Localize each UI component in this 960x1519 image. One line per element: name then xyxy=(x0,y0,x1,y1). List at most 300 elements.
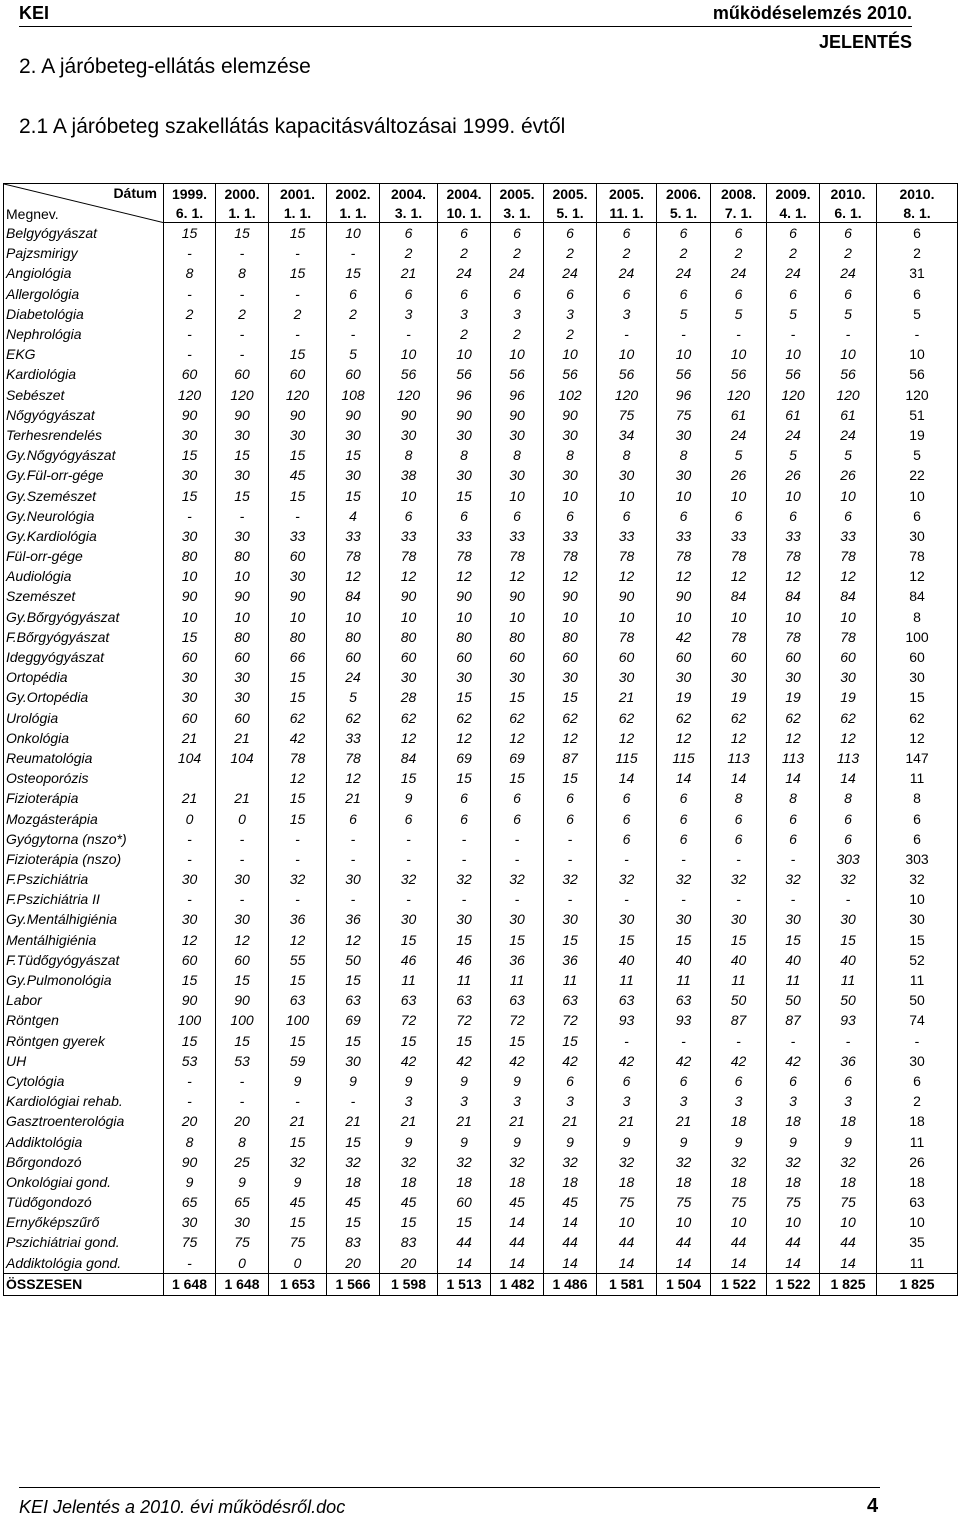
capacity-value: 32 xyxy=(491,1152,544,1172)
capacity-value: 9 xyxy=(269,1172,327,1192)
capacity-value: 36 xyxy=(269,909,327,929)
capacity-value: 12 xyxy=(711,728,767,748)
capacity-value: 30 xyxy=(544,425,597,445)
capacity-value: 12 xyxy=(820,566,877,586)
capacity-value: 3 xyxy=(380,1091,438,1111)
capacity-value: 32 xyxy=(544,869,597,889)
table-header xyxy=(4,184,958,223)
date-month-day-header: 10. 1. xyxy=(438,203,491,223)
capacity-value: 20 xyxy=(380,1253,438,1274)
capacity-value: - xyxy=(164,324,216,344)
capacity-value: 96 xyxy=(657,385,711,405)
capacity-value: 75 xyxy=(657,405,711,425)
capacity-value: 11 xyxy=(491,970,544,990)
capacity-value: 2 xyxy=(327,304,380,324)
capacity-value: 10 xyxy=(711,344,767,364)
capacity-value: 12 xyxy=(767,728,820,748)
capacity-value: 108 xyxy=(327,385,380,405)
capacity-value: 36 xyxy=(327,909,380,929)
capacity-value: 62 xyxy=(327,708,380,728)
capacity-value: 8 xyxy=(657,445,711,465)
capacity-value: 15 xyxy=(269,970,327,990)
capacity-value: 72 xyxy=(544,1010,597,1030)
capacity-value: 6 xyxy=(657,284,711,304)
capacity-value: 15 xyxy=(269,344,327,364)
capacity-value: 50 xyxy=(820,990,877,1010)
capacity-value: 32 xyxy=(269,869,327,889)
capacity-value: 6 xyxy=(657,808,711,828)
capacity-value: 52 xyxy=(877,950,958,970)
capacity-value: 2 xyxy=(216,304,269,324)
capacity-value: 12 xyxy=(597,728,657,748)
capacity-value: 10 xyxy=(597,485,657,505)
capacity-value: - xyxy=(767,1031,820,1051)
capacity-value: 90 xyxy=(164,990,216,1010)
capacity-value: - xyxy=(164,1071,216,1091)
capacity-value: 18 xyxy=(767,1172,820,1192)
capacity-value: 6 xyxy=(877,808,958,828)
capacity-value: 10 xyxy=(597,344,657,364)
capacity-value: 6 xyxy=(327,284,380,304)
capacity-value: 45 xyxy=(327,1192,380,1212)
date-year-header: 1999. xyxy=(164,184,216,204)
capacity-value: 87 xyxy=(767,1010,820,1030)
capacity-value: 15 xyxy=(711,930,767,950)
capacity-value: 0 xyxy=(269,1253,327,1274)
capacity-value: 24 xyxy=(767,263,820,283)
capacity-value: 11 xyxy=(380,970,438,990)
capacity-value: 3 xyxy=(491,304,544,324)
capacity-value: 78 xyxy=(820,546,877,566)
capacity-value: 3 xyxy=(820,1091,877,1111)
capacity-value: 30 xyxy=(657,909,711,929)
capacity-value: 32 xyxy=(597,869,657,889)
header-report-title: működéselemzés 2010. xyxy=(712,3,912,23)
specialty-name: Kardiológia xyxy=(4,364,164,384)
capacity-value: 10 xyxy=(216,607,269,627)
capacity-value: 11 xyxy=(877,1253,958,1274)
capacity-value: 10 xyxy=(491,607,544,627)
capacity-value: 90 xyxy=(164,1152,216,1172)
capacity-value: 10 xyxy=(820,607,877,627)
table-row xyxy=(4,748,958,768)
capacity-value: 12 xyxy=(327,930,380,950)
capacity-value: 40 xyxy=(820,950,877,970)
capacity-value: 10 xyxy=(491,344,544,364)
capacity-value: 75 xyxy=(820,1192,877,1212)
capacity-value: 10 xyxy=(877,485,958,505)
capacity-value: 30 xyxy=(491,909,544,929)
capacity-value: 72 xyxy=(380,1010,438,1030)
capacity-value: 10 xyxy=(820,485,877,505)
date-month-day-header: 6. 1. xyxy=(820,203,877,223)
specialty-name: Röntgen gyerek xyxy=(4,1031,164,1051)
capacity-value: 6 xyxy=(491,284,544,304)
capacity-value: 63 xyxy=(877,1192,958,1212)
capacity-value: 21 xyxy=(380,1111,438,1131)
capacity-value: 6 xyxy=(820,829,877,849)
capacity-value: 11 xyxy=(438,970,491,990)
date-year-header: 2004. xyxy=(438,184,491,204)
capacity-value: 21 xyxy=(491,1111,544,1131)
capacity-value: - xyxy=(767,889,820,909)
capacity-value: - xyxy=(269,243,327,263)
capacity-value: 10 xyxy=(544,485,597,505)
capacity-value: 6 xyxy=(657,829,711,849)
capacity-value: 42 xyxy=(544,1051,597,1071)
table-row xyxy=(4,566,958,586)
capacity-value: 14 xyxy=(438,1253,491,1274)
capacity-value: 32 xyxy=(269,1152,327,1172)
capacity-value: 78 xyxy=(327,748,380,768)
capacity-value: 20 xyxy=(327,1253,380,1274)
date-month-day-header: 3. 1. xyxy=(491,203,544,223)
capacity-value: 12 xyxy=(711,566,767,586)
capacity-value: 30 xyxy=(657,465,711,485)
table-row xyxy=(4,1253,958,1274)
header-org: KEI xyxy=(19,3,50,23)
capacity-value: 63 xyxy=(380,990,438,1010)
capacity-value: - xyxy=(438,849,491,869)
capacity-value: 100 xyxy=(269,1010,327,1030)
capacity-value: 72 xyxy=(438,1010,491,1030)
capacity-value: 10 xyxy=(216,566,269,586)
capacity-value: 15 xyxy=(438,768,491,788)
capacity-value: 30 xyxy=(491,667,544,687)
capacity-value: 6 xyxy=(711,1071,767,1091)
table-row xyxy=(4,546,958,566)
capacity-value: 11 xyxy=(820,970,877,990)
capacity-value: 6 xyxy=(767,223,820,244)
capacity-value: - xyxy=(164,344,216,364)
total-value: 1 482 xyxy=(491,1273,544,1295)
capacity-value: 15 xyxy=(438,1212,491,1232)
capacity-value: 10 xyxy=(657,485,711,505)
capacity-value: 30 xyxy=(216,526,269,546)
capacity-value: 120 xyxy=(380,385,438,405)
capacity-value: 30 xyxy=(380,909,438,929)
capacity-value: - xyxy=(164,829,216,849)
specialty-name: Nephrológia xyxy=(4,324,164,344)
specialty-name: Gy.Kardiológia xyxy=(4,526,164,546)
total-value: 1 522 xyxy=(767,1273,820,1295)
capacity-value: 90 xyxy=(269,405,327,425)
capacity-value: 30 xyxy=(164,667,216,687)
capacity-value: 21 xyxy=(597,1111,657,1131)
date-month-day-header: 1. 1. xyxy=(216,203,269,223)
date-year-header: 2005. xyxy=(597,184,657,204)
date-year-header: 2006. xyxy=(657,184,711,204)
specialty-name: Gy.Mentálhigiénia xyxy=(4,909,164,929)
capacity-value: 15 xyxy=(491,930,544,950)
capacity-value: 45 xyxy=(269,1192,327,1212)
specialty-name: Terhesrendelés xyxy=(4,425,164,445)
capacity-value: 15 xyxy=(491,1031,544,1051)
capacity-value: 21 xyxy=(216,728,269,748)
capacity-value: 24 xyxy=(711,425,767,445)
capacity-value: 6 xyxy=(820,223,877,244)
capacity-value: 10 xyxy=(327,223,380,244)
capacity-value: 6 xyxy=(657,223,711,244)
capacity-value: 33 xyxy=(269,526,327,546)
capacity-value: 6 xyxy=(438,284,491,304)
total-label: ÖSSZESEN xyxy=(4,1273,164,1295)
capacity-value: - xyxy=(657,1031,711,1051)
capacity-value: 32 xyxy=(657,869,711,889)
capacity-value: 62 xyxy=(491,708,544,728)
capacity-value: 6 xyxy=(438,506,491,526)
capacity-value: 8 xyxy=(164,1131,216,1151)
capacity-value: 15 xyxy=(438,1031,491,1051)
capacity-value: 10 xyxy=(327,607,380,627)
capacity-value: 90 xyxy=(380,405,438,425)
capacity-value: 78 xyxy=(767,627,820,647)
capacity-value: 87 xyxy=(711,1010,767,1030)
capacity-value: 75 xyxy=(269,1232,327,1252)
capacity-value: 60 xyxy=(438,647,491,667)
table-row xyxy=(4,586,958,606)
capacity-value: 15 xyxy=(164,223,216,244)
capacity-value: 75 xyxy=(216,1232,269,1252)
capacity-value: 2 xyxy=(820,243,877,263)
capacity-value: 6 xyxy=(711,223,767,244)
capacity-value: 30 xyxy=(438,465,491,485)
capacity-value: 90 xyxy=(164,405,216,425)
header-report-type: JELENTÉS xyxy=(818,32,912,52)
capacity-value: 74 xyxy=(877,1010,958,1030)
capacity-value: 32 xyxy=(711,1152,767,1172)
capacity-value: 15 xyxy=(269,1212,327,1232)
capacity-value: 14 xyxy=(491,1253,544,1274)
capacity-value: 9 xyxy=(491,1071,544,1091)
date-year-header: 2005. xyxy=(491,184,544,204)
capacity-value: 62 xyxy=(767,708,820,728)
specialty-name: F.Tüdőgyógyászat xyxy=(4,950,164,970)
capacity-value: 8 xyxy=(767,788,820,808)
total-row xyxy=(4,1273,958,1295)
capacity-value: 30 xyxy=(438,909,491,929)
date-year-header: 2004. xyxy=(380,184,438,204)
capacity-value: 8 xyxy=(597,445,657,465)
total-value: 1 825 xyxy=(877,1273,958,1295)
total-value: 1 522 xyxy=(711,1273,767,1295)
capacity-value: 21 xyxy=(216,788,269,808)
capacity-value: 46 xyxy=(438,950,491,970)
capacity-value: 10 xyxy=(711,485,767,505)
date-month-day-header: 6. 1. xyxy=(164,203,216,223)
specialty-name: Diabetológia xyxy=(4,304,164,324)
date-month-day-header: 7. 1. xyxy=(711,203,767,223)
capacity-value: 32 xyxy=(380,1152,438,1172)
capacity-value: 3 xyxy=(597,1091,657,1111)
capacity-value: 69 xyxy=(327,1010,380,1030)
capacity-value: 78 xyxy=(380,546,438,566)
capacity-value: 78 xyxy=(711,627,767,647)
capacity-value: 3 xyxy=(767,1091,820,1111)
capacity-value: 24 xyxy=(544,263,597,283)
table-row xyxy=(4,1111,958,1131)
capacity-value: 26 xyxy=(820,465,877,485)
capacity-value: 24 xyxy=(597,263,657,283)
table-row xyxy=(4,909,958,929)
capacity-value: 60 xyxy=(164,950,216,970)
capacity-value: - xyxy=(269,829,327,849)
capacity-value: 60 xyxy=(216,950,269,970)
capacity-value: - xyxy=(216,1071,269,1091)
capacity-value: 56 xyxy=(877,364,958,384)
capacity-value: 32 xyxy=(544,1152,597,1172)
capacity-value: 9 xyxy=(438,1131,491,1151)
capacity-value: - xyxy=(597,324,657,344)
capacity-value: - xyxy=(269,324,327,344)
capacity-value: 12 xyxy=(380,728,438,748)
capacity-value: 15 xyxy=(491,687,544,707)
capacity-value: 32 xyxy=(877,869,958,889)
table-row xyxy=(4,526,958,546)
capacity-value: - xyxy=(544,889,597,909)
capacity-value: 21 xyxy=(657,1111,711,1131)
capacity-value: 14 xyxy=(597,1253,657,1274)
capacity-value: 62 xyxy=(657,708,711,728)
specialty-name: EKG xyxy=(4,344,164,364)
capacity-value: - xyxy=(164,506,216,526)
capacity-value: 30 xyxy=(438,667,491,687)
table-row xyxy=(4,970,958,990)
capacity-value: 4 xyxy=(327,506,380,526)
capacity-value: - xyxy=(269,889,327,909)
section-title: 2. A járóbeteg-ellátás elemzése xyxy=(19,55,311,78)
capacity-value: 8 xyxy=(877,788,958,808)
capacity-value: - xyxy=(657,324,711,344)
capacity-value: 18 xyxy=(711,1172,767,1192)
capacity-value: 12 xyxy=(438,566,491,586)
table-row xyxy=(4,445,958,465)
capacity-value: 14 xyxy=(820,1253,877,1274)
table-row xyxy=(4,1212,958,1232)
capacity-value: 8 xyxy=(491,445,544,465)
capacity-value: 30 xyxy=(877,909,958,929)
capacity-value: 19 xyxy=(820,687,877,707)
capacity-value: - xyxy=(767,849,820,869)
capacity-value: 10 xyxy=(491,485,544,505)
specialty-name: Osteoporózis xyxy=(4,768,164,788)
capacity-value: 120 xyxy=(269,385,327,405)
capacity-value: - xyxy=(327,829,380,849)
capacity-value: 2 xyxy=(269,304,327,324)
total-value: 1 825 xyxy=(820,1273,877,1295)
capacity-value: 12 xyxy=(767,566,820,586)
capacity-value: 90 xyxy=(597,586,657,606)
capacity-value: 44 xyxy=(491,1232,544,1252)
specialty-name: UH xyxy=(4,1051,164,1071)
table-row xyxy=(4,829,958,849)
capacity-value: 60 xyxy=(164,364,216,384)
capacity-value: 15 xyxy=(269,223,327,244)
capacity-value: 3 xyxy=(711,1091,767,1111)
capacity-value: 6 xyxy=(877,223,958,244)
date-year-header: 2000. xyxy=(216,184,269,204)
capacity-value: 3 xyxy=(657,1091,711,1111)
capacity-value: 61 xyxy=(820,405,877,425)
capacity-value: 96 xyxy=(491,385,544,405)
capacity-value: 60 xyxy=(544,647,597,667)
table-row xyxy=(4,425,958,445)
capacity-value: 60 xyxy=(164,708,216,728)
capacity-value: 8 xyxy=(711,788,767,808)
capacity-value: 6 xyxy=(711,829,767,849)
capacity-value: 6 xyxy=(327,808,380,828)
capacity-value: 60 xyxy=(877,647,958,667)
capacity-value: 8 xyxy=(380,445,438,465)
capacity-value: 8 xyxy=(544,445,597,465)
capacity-value: 90 xyxy=(491,405,544,425)
capacity-value: 15 xyxy=(327,970,380,990)
capacity-value: 10 xyxy=(711,1212,767,1232)
capacity-value: 15 xyxy=(327,1131,380,1151)
capacity-value: 30 xyxy=(877,1051,958,1071)
table-row xyxy=(4,627,958,647)
table-row xyxy=(4,768,958,788)
date-month-day-header: 1. 1. xyxy=(269,203,327,223)
capacity-value: 24 xyxy=(491,263,544,283)
capacity-value: - xyxy=(711,849,767,869)
capacity-value: 20 xyxy=(164,1111,216,1131)
capacity-value: 120 xyxy=(597,385,657,405)
capacity-value: 83 xyxy=(380,1232,438,1252)
capacity-value: 10 xyxy=(767,1212,820,1232)
total-value: 1 598 xyxy=(380,1273,438,1295)
capacity-value: 6 xyxy=(767,284,820,304)
capacity-value: 15 xyxy=(820,930,877,950)
capacity-value: 31 xyxy=(877,263,958,283)
capacity-value: 15 xyxy=(877,930,958,950)
date-year-header: 2002. xyxy=(327,184,380,204)
capacity-value: - xyxy=(544,849,597,869)
capacity-value: 63 xyxy=(438,990,491,1010)
capacity-value: 6 xyxy=(711,808,767,828)
capacity-value: 11 xyxy=(544,970,597,990)
capacity-value: - xyxy=(327,889,380,909)
capacity-value: 84 xyxy=(767,586,820,606)
capacity-value: 62 xyxy=(597,708,657,728)
capacity-value: - xyxy=(164,243,216,263)
specialty-name: Gy.Szemészet xyxy=(4,485,164,505)
capacity-value: 6 xyxy=(597,223,657,244)
capacity-value: 10 xyxy=(711,607,767,627)
capacity-value: 90 xyxy=(544,405,597,425)
capacity-value: 9 xyxy=(711,1131,767,1151)
specialty-name: Labor xyxy=(4,990,164,1010)
capacity-value: 15 xyxy=(380,1212,438,1232)
specialty-name: Gy.Fül-orr-gége xyxy=(4,465,164,485)
capacity-value: 90 xyxy=(164,586,216,606)
capacity-value: 5 xyxy=(820,304,877,324)
capacity-value: 113 xyxy=(711,748,767,768)
capacity-value: 36 xyxy=(544,950,597,970)
table-row xyxy=(4,1152,958,1172)
capacity-value: 10 xyxy=(544,344,597,364)
capacity-value: 15 xyxy=(438,485,491,505)
capacity-value: 30 xyxy=(491,465,544,485)
specialty-name: Fizioterápia xyxy=(4,788,164,808)
capacity-value: 12 xyxy=(877,566,958,586)
capacity-value: 30 xyxy=(767,909,820,929)
table-row xyxy=(4,950,958,970)
capacity-value: 51 xyxy=(877,405,958,425)
capacity-value: 15 xyxy=(216,1031,269,1051)
capacity-value: 0 xyxy=(216,1253,269,1274)
capacity-value: 2 xyxy=(877,1091,958,1111)
